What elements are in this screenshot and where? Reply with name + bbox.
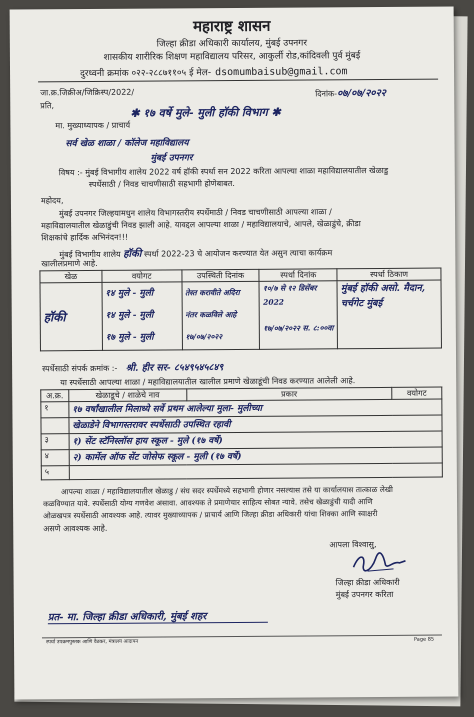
schedule-presence-row3: १७/०७/२०२२ bbox=[185, 332, 223, 342]
closing-line4: असणे आवश्यक आहे. bbox=[43, 523, 108, 534]
paragraph1-line1: मुंबई उपनगर जिल्हयामधुन शालेय विभागस्तरीय स्पर्धेमाठी / निवड चाचणीसाठी आपल्या शाळा / bbox=[58, 207, 332, 219]
schedule-age-row2: १४ मुले - मुली bbox=[105, 310, 154, 321]
subject-prefix: विषय :- bbox=[58, 168, 83, 178]
signature-scribble-icon bbox=[349, 549, 409, 575]
document-page bbox=[10, 6, 459, 699]
schedule-table bbox=[39, 268, 442, 352]
subject-text1: मुंबई विभागीय शालेय 2022 वर्ष हॉकी स्पर्धा सन 2022 करिता आपल्या शाळा महाविद्यालयातील खेळाडु bbox=[85, 165, 389, 178]
contact-value: श्री. हीर सर- ८५४९५४५८४९ bbox=[125, 362, 224, 374]
schedule-header-date: स्पर्धा दिनांक bbox=[259, 269, 337, 282]
addressee-designation: मा. मुख्याध्यापक / प्राचार्य bbox=[55, 120, 131, 131]
schedule-age-row1: १४ मुले - मुली bbox=[105, 288, 154, 299]
reference-number: जा.क्र.जिक्रीअ/जिक्रिस्प/2022/ bbox=[40, 87, 135, 98]
schedule-date-row3: १७/०७/२०२२ स. ८:००वा bbox=[263, 323, 334, 333]
players-row5-name bbox=[69, 463, 442, 480]
addressee-handwritten-line1: ✱ १७ वर्षे मुले- मुली हॉकी विभाग ✱ bbox=[130, 105, 281, 120]
header-rule bbox=[38, 79, 438, 83]
players-header-no: अ.क्र. bbox=[41, 390, 69, 402]
paragraph2-start: मुंबई विभागीय शालेय bbox=[59, 249, 121, 260]
schedule-age-row3: १७ मुले - मुली bbox=[105, 332, 154, 343]
players-header-name: खेळाडूचे / शाळेचे नाव bbox=[69, 389, 187, 402]
addressee-handwritten-line3: मुंबई उपनगर bbox=[150, 153, 193, 164]
schedule-header-age: वयोगट bbox=[102, 270, 182, 283]
prati: प्रति, bbox=[40, 101, 55, 111]
players-row3-no: ३ bbox=[41, 434, 69, 450]
players-intro: या स्पर्धेसाठी आपल्या शाळा / महाविद्यालयातील खालील प्रमाणे खेळाडूंची निवड करण्यात आलेली आहे. bbox=[60, 376, 356, 388]
footer-rule bbox=[42, 635, 442, 639]
date-label: दिनांक- bbox=[315, 89, 338, 99]
players-row1-name: १७ वर्षांखालील मिलाध्ये सर्वे प्रथम आलेल्या मुला- मुलीच्या bbox=[69, 399, 442, 418]
players-row2-name: खेळाडेने विभागस्तरावर स्पर्धेसाठी उपस्थित रहावी bbox=[69, 415, 442, 434]
players-row5-no: ५ bbox=[41, 466, 69, 480]
header-phone: दुरध्वनी क्रमांक ०२२-२८८७११०५ ई मेल- bbox=[80, 68, 212, 80]
footer-page: Page 85 bbox=[413, 636, 435, 643]
header-office: जिल्हा क्रीडा अधिकारी कार्यालय, मुंबई उपनगर bbox=[156, 38, 308, 50]
header-contact bbox=[80, 64, 348, 79]
schedule-header-venue: स्पर्धा ठिकाण bbox=[337, 268, 441, 281]
players-row4-no: ४ bbox=[41, 450, 69, 466]
players-table bbox=[40, 387, 443, 481]
players-header-age: वयोगट bbox=[392, 387, 442, 399]
closing-line2: कळविण्यात यावे. स्पर्धेसाठी योग्य गणवेश असावा. आवश्यक ते प्रमाणेचार साहित्य सोबत न्यावे. तसेच खेळाडुंची यादी आणि bbox=[43, 497, 373, 509]
schedule-game: हॉकी bbox=[43, 310, 66, 325]
schedule-header-game: खेळ bbox=[40, 270, 102, 282]
salutation: महोदय, bbox=[40, 196, 64, 206]
yours-faithfully: आपला विश्वासु, bbox=[329, 540, 377, 550]
schedule-presence-row1: तेस्त करावीते अदिरा bbox=[185, 287, 240, 298]
paragraph2-line1 bbox=[59, 244, 332, 260]
header-address: शासकीय शारीरिक शिक्षण महाविद्यालय परिसर, आकुर्ली रोड,कांदिवली पुर्व मुंबई bbox=[103, 51, 361, 63]
subject-line1 bbox=[59, 165, 388, 178]
signatory-office: मुंबई उपनगर करिता bbox=[335, 589, 394, 600]
copy-to: प्रत- मा. जिल्हा क्रीडा अधिकारी, मुंबई शहर bbox=[47, 611, 207, 624]
closing-line1: आपल्या शाळा / महाविद्यालयातील खेळाडु / संघ सदर स्पर्धेमध्ये सहभागी होणार नसल्यास तसे या कार्यालयास तात्काळ लेखी bbox=[60, 484, 393, 497]
players-row4-name: २) कार्मेल ऑफ सेंट जोसेफ स्कूल - मुली (१७ वर्षे) bbox=[69, 447, 442, 466]
footer-note: स्पर्धा उपक्रमपुस्तक आणि वैठकर, मंत्रालय आदापन bbox=[45, 638, 139, 646]
subject-text2: स्पर्धेसाठी / निवड चाचणीसाठी सहभागी होणेबाबत. bbox=[88, 178, 235, 190]
contact-label: स्पर्धेसाठी संपर्क क्रमांक :- bbox=[42, 363, 118, 374]
date-value: ०७/०७/२०२२ bbox=[337, 87, 387, 100]
players-header-type: प्रकार bbox=[186, 387, 391, 400]
paragraph2-game: हॉकी bbox=[123, 248, 142, 260]
players-row2-no bbox=[41, 418, 69, 434]
header-email: dsomumbaisub@gmail.com bbox=[215, 66, 348, 79]
schedule-venue: मुंबई हॉकी असो. मैदान, चर्चगेट मुंबई bbox=[340, 282, 426, 310]
schedule-date-row2 bbox=[263, 309, 334, 321]
paragraph1-line3: शिक्षकांचे हार्दिक अभिनंदन!!! bbox=[41, 232, 129, 243]
paragraph2-end: स्पर्धा 2022-23 चे आयोजन करण्यात येत असुन त्याचा कार्यक्रम bbox=[143, 248, 333, 259]
addressee-handwritten-line2: सर्व खेळ शाळा / कॉलेज महाविद्यालय bbox=[65, 138, 189, 150]
schedule-date-row1: १०/७ से १२ डिसेंबर 2022 bbox=[263, 283, 317, 307]
schedule-header-presence: उपस्थिती दिनांक bbox=[181, 269, 259, 282]
contact-row bbox=[42, 360, 223, 374]
closing-line3: ओळखपत्र स्पर्धेसाठी आवश्यक आहे. त्यावर मुख्याध्यापक / प्राचार्य आणि जिल्हा क्रीडा अधिकारी यांचा शिक्का आणि स्वाक्षरी bbox=[43, 509, 378, 521]
schedule-presence-row2: नंतर कळविले आहे bbox=[185, 309, 237, 320]
paragraph1-line2: महाविद्यालयातील खेळाडुंची निवड झाली आहे. यावद्दल आपल्या शाळा / महाविद्यालयाचे, आपले, खेळाडुंचे, क्रीडा bbox=[41, 219, 361, 231]
players-row1-no: १ bbox=[41, 402, 69, 418]
reference-date bbox=[315, 85, 386, 99]
paragraph2-line2: खालीलप्रमाणे आहे. bbox=[41, 258, 98, 269]
players-row3-name: १) सेंट स्टॅनिस्लॉस हाय स्कूल - मुले (१७ वर्षे) bbox=[69, 431, 442, 450]
signatory-title: जिल्हा क्रीडा अधिकारी bbox=[335, 577, 400, 588]
copy-underline bbox=[48, 622, 268, 625]
header-title: महाराष्ट्र शासन bbox=[192, 16, 271, 36]
